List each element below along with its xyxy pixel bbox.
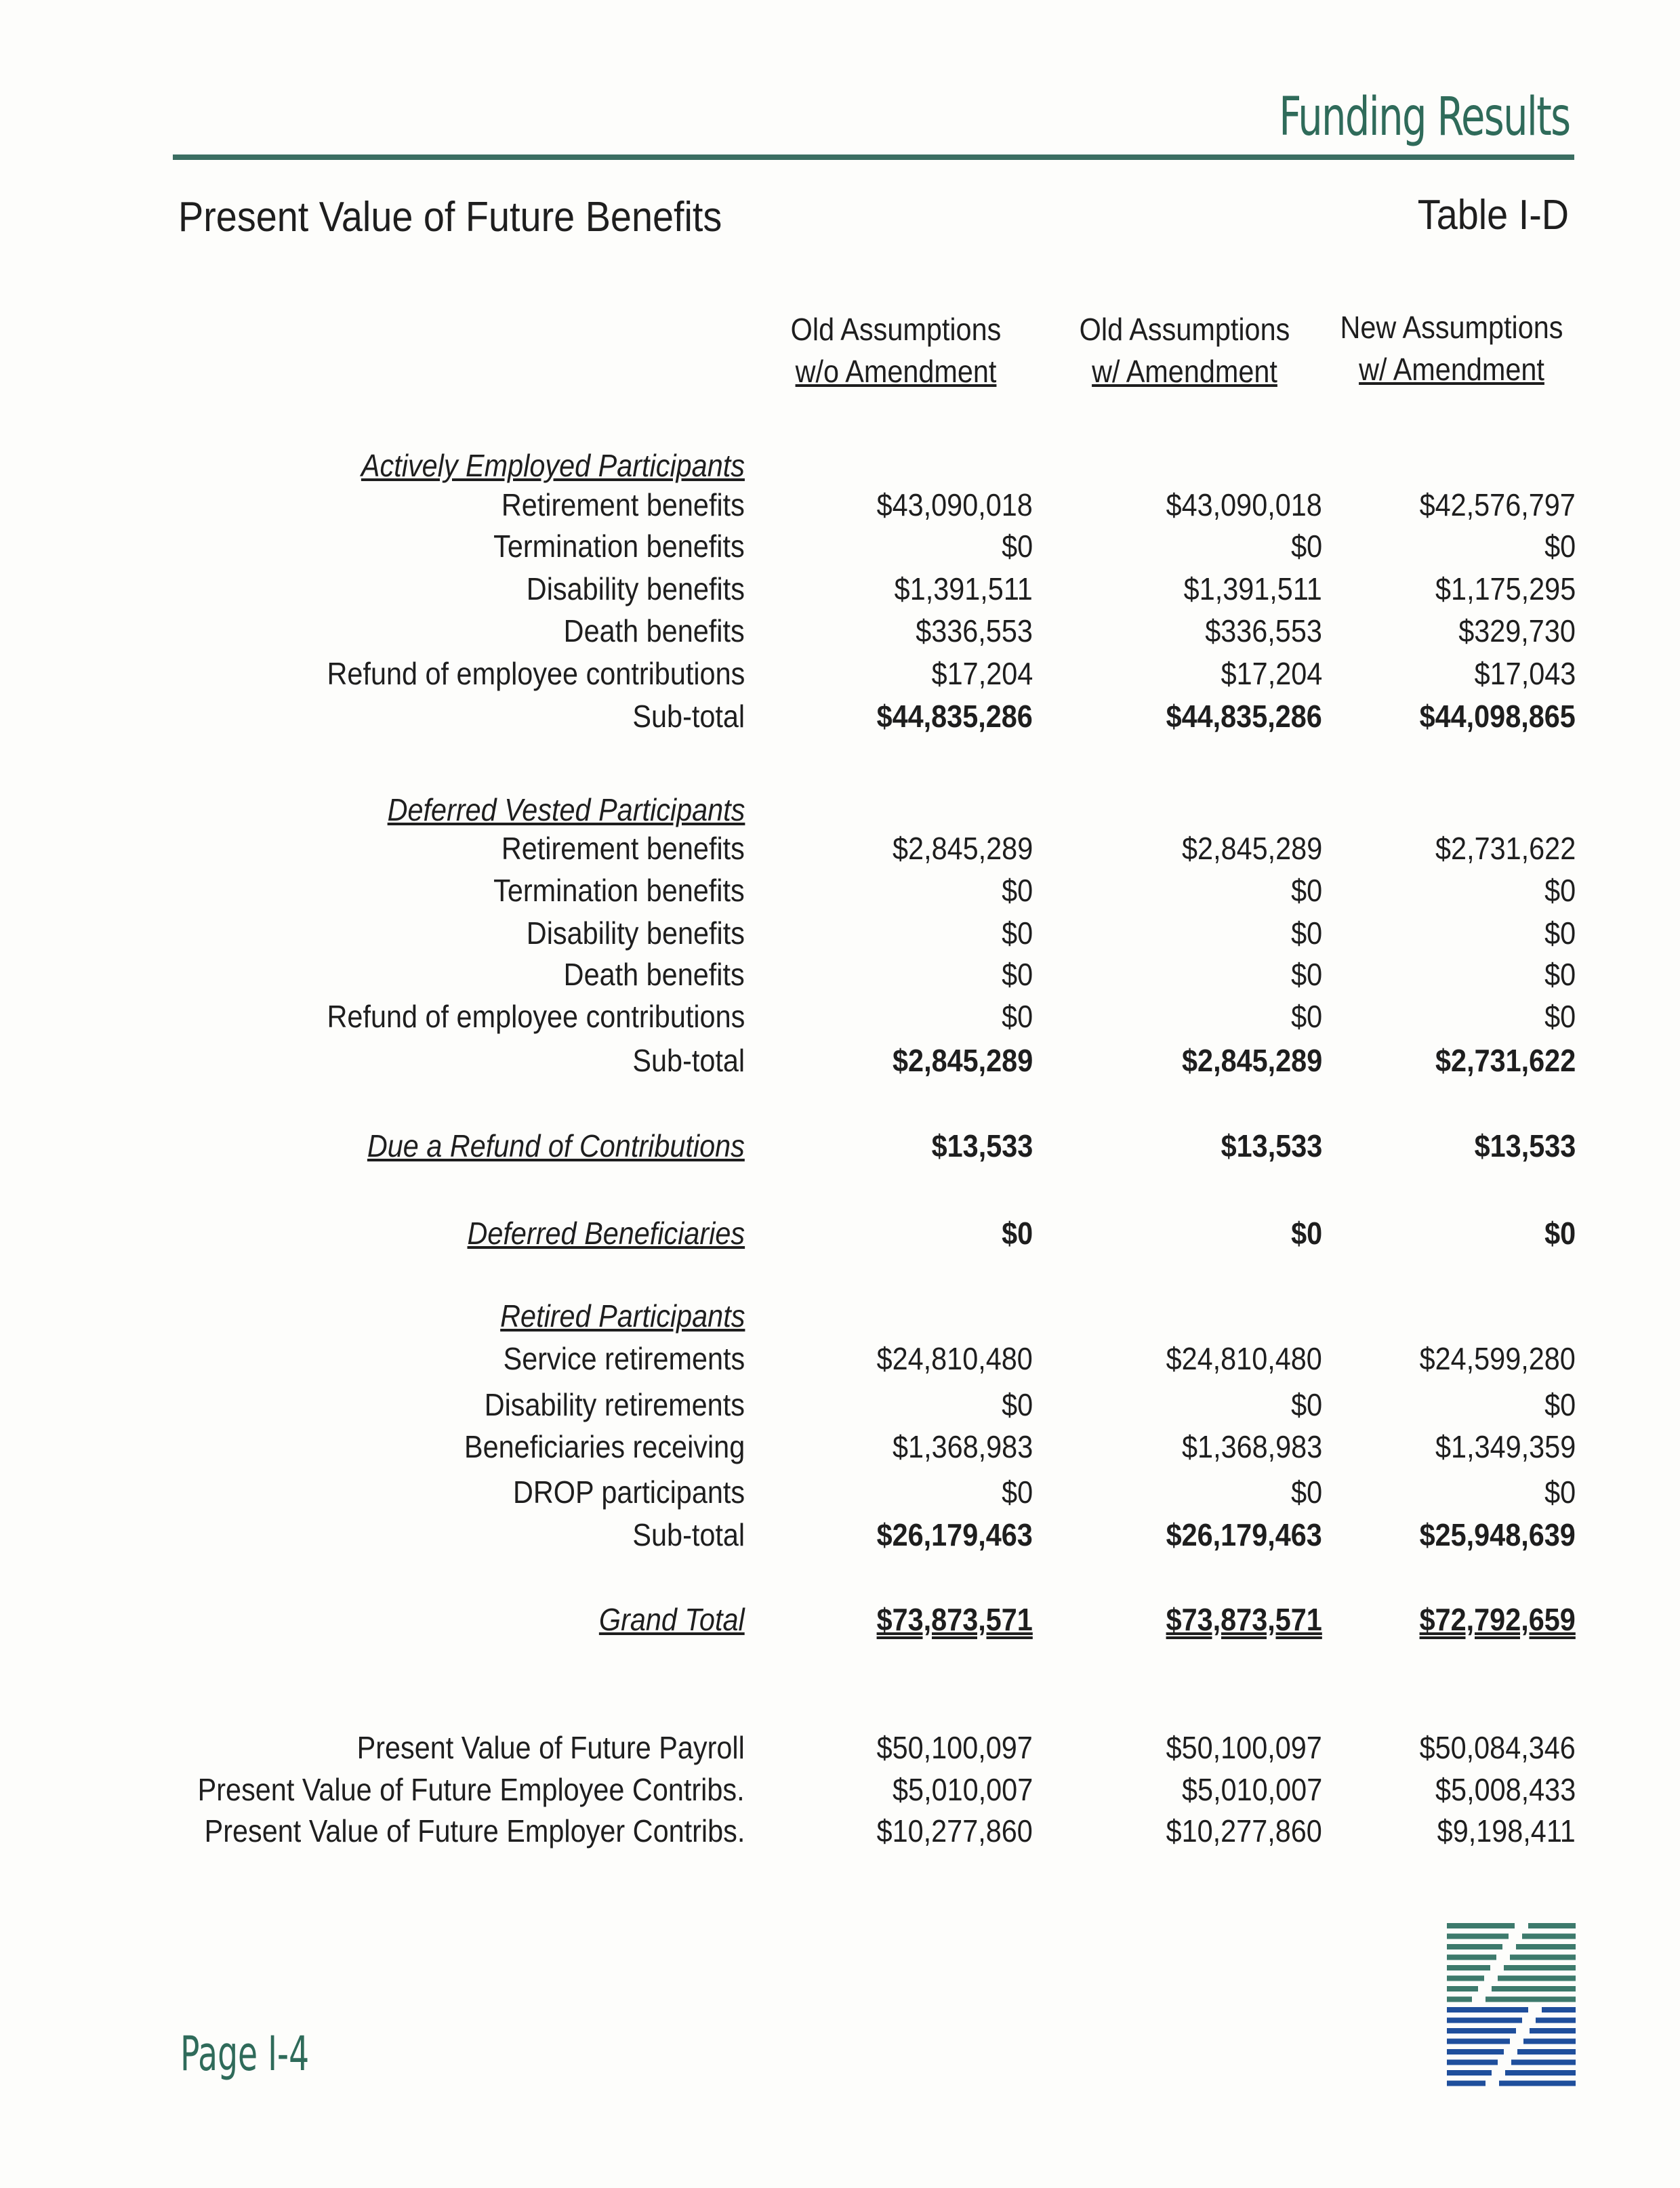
value-cell: $2,731,622 [1435, 831, 1576, 866]
value-cell: $43,090,018 [876, 487, 1033, 522]
column-header-line1: New Assumptions [1340, 310, 1563, 345]
row-label: Death benefits [564, 613, 745, 648]
logo-stripe [1447, 1955, 1496, 1960]
row-label: DROP participants [512, 1474, 745, 1510]
logo-stripe [1447, 2039, 1510, 2044]
logo-stripe [1536, 2018, 1576, 2023]
logo-stripe [1447, 2018, 1522, 2023]
value-cell: $0 [1001, 529, 1033, 564]
value-cell: $2,731,622 [1435, 1043, 1576, 1078]
value-cell: $0 [1001, 1387, 1033, 1422]
logo-stripe [1447, 1944, 1502, 1949]
column-header-old-w [1057, 308, 1313, 392]
logo-stripe [1505, 2070, 1576, 2076]
row-label: Sub-total [632, 1043, 745, 1078]
value-cell: $50,084,346 [1419, 1730, 1576, 1765]
row-label: Deferred Beneficiaries [467, 1216, 745, 1251]
value-cell: $73,873,571 [876, 1602, 1033, 1637]
value-cell: $10,277,860 [876, 1813, 1033, 1849]
value-cell: $26,179,463 [1166, 1517, 1322, 1552]
row-label: Disability benefits [526, 915, 745, 951]
row-label: Deferred Vested Participants [387, 792, 745, 827]
logo-stripe [1492, 1986, 1576, 1991]
value-cell: $0 [1544, 1387, 1576, 1422]
column-header-line2: w/ Amendment [1092, 354, 1277, 389]
value-cell: $50,100,097 [876, 1730, 1033, 1765]
value-cell: $13,533 [931, 1128, 1033, 1163]
logo-stripe [1447, 2081, 1486, 2086]
logo-stripe [1447, 1934, 1509, 1939]
column-header-line2: w/o Amendment [795, 354, 997, 389]
value-cell: $0 [1290, 873, 1322, 908]
value-cell: $0 [1544, 873, 1576, 908]
logo-stripe [1498, 1976, 1576, 1981]
logo-stripe [1517, 2049, 1576, 2055]
logo-stripe [1523, 2039, 1576, 2044]
value-cell: $44,835,286 [1166, 699, 1322, 734]
value-cell: $2,845,289 [1181, 1043, 1322, 1078]
value-cell: $24,599,280 [1419, 1341, 1576, 1376]
logo-stripe [1486, 1997, 1576, 2002]
value-cell: $0 [1544, 999, 1576, 1034]
value-cell: $0 [1290, 1216, 1322, 1251]
value-cell: $0 [1544, 1216, 1576, 1251]
page-title: Present Value of Future Benefits [178, 194, 722, 241]
value-cell: $72,792,659 [1419, 1602, 1576, 1637]
row-label: Disability benefits [526, 571, 745, 606]
value-cell: $0 [1290, 1387, 1322, 1422]
value-cell: $0 [1001, 957, 1033, 992]
value-cell: $9,198,411 [1437, 1813, 1576, 1849]
row-label: Grand Total [599, 1602, 745, 1637]
logo-stripe [1499, 2081, 1576, 2086]
value-cell: $44,098,865 [1419, 699, 1576, 734]
value-cell: $0 [1544, 915, 1576, 951]
value-cell: $13,533 [1474, 1128, 1576, 1163]
row-label: Due a Refund of Contributions [367, 1128, 745, 1163]
value-cell: $2,845,289 [892, 831, 1033, 866]
logo-stripe [1530, 2028, 1576, 2034]
value-cell: $0 [1290, 915, 1322, 951]
logo-stripe [1447, 1986, 1478, 1991]
value-cell: $0 [1544, 529, 1576, 564]
row-label: Refund of employee contributions [327, 656, 745, 691]
value-cell: $73,873,571 [1166, 1602, 1322, 1637]
logo-stripe [1510, 1955, 1576, 1960]
logo-stripe [1447, 2028, 1516, 2034]
logo-stripe [1447, 1976, 1484, 1981]
row-label: Service retirements [503, 1341, 745, 1376]
value-cell: $42,576,797 [1419, 487, 1576, 522]
value-cell: $17,204 [1221, 656, 1322, 691]
value-cell: $50,100,097 [1166, 1730, 1322, 1765]
logo-stripe [1542, 2007, 1576, 2012]
value-cell: $2,845,289 [892, 1043, 1033, 1078]
logo-stripe [1447, 1923, 1515, 1928]
logo-stripe [1447, 2007, 1528, 2012]
row-label: Retired Participants [499, 1298, 745, 1334]
value-cell: $17,204 [931, 656, 1033, 691]
column-header-old-wo [768, 308, 1024, 392]
value-cell: $336,553 [1205, 613, 1322, 648]
value-cell: $1,391,511 [894, 571, 1033, 606]
table-id: Table I-D [1417, 192, 1569, 239]
value-cell: $0 [1290, 529, 1322, 564]
value-cell: $1,368,983 [1181, 1429, 1322, 1464]
logo-stripe [1447, 2060, 1498, 2065]
value-cell: $336,553 [916, 613, 1033, 648]
value-cell: $5,010,007 [892, 1772, 1033, 1807]
column-header-line1: Old Assumptions [790, 312, 1002, 347]
row-label: Retirement benefits [501, 831, 745, 866]
row-label: Retirement benefits [501, 487, 745, 522]
section-title: Funding Results [1279, 87, 1570, 148]
logo-stripe [1447, 1965, 1490, 1970]
row-label: Termination benefits [493, 873, 745, 908]
value-cell: $2,845,289 [1181, 831, 1322, 866]
value-cell: $25,948,639 [1419, 1517, 1576, 1552]
logo-stripe [1447, 1997, 1472, 2002]
row-label: Death benefits [564, 957, 745, 992]
page-number: Page I-4 [180, 2026, 310, 2082]
value-cell: $0 [1290, 957, 1322, 992]
value-cell: $1,391,511 [1183, 571, 1322, 606]
value-cell: $0 [1001, 915, 1033, 951]
row-label: Refund of employee contributions [327, 999, 745, 1034]
logo-stripe [1528, 1923, 1576, 1928]
value-cell: $17,043 [1474, 656, 1576, 691]
logo-stripe [1511, 2060, 1576, 2065]
value-cell: $0 [1001, 873, 1033, 908]
column-header-line1: Old Assumptions [1079, 312, 1290, 347]
value-cell: $1,175,295 [1435, 571, 1576, 606]
stripes-s-logo-icon [1447, 1918, 1576, 2094]
value-cell: $0 [1544, 957, 1576, 992]
logo-stripe [1522, 1934, 1576, 1939]
value-cell: $329,730 [1458, 613, 1576, 648]
row-label: Beneficiaries receiving [464, 1429, 745, 1464]
logo-stripe [1516, 1944, 1576, 1949]
row-label: Sub-total [632, 699, 745, 734]
value-cell: $13,533 [1221, 1128, 1322, 1163]
row-label: Termination benefits [493, 529, 745, 564]
value-cell: $1,349,359 [1435, 1429, 1576, 1464]
value-cell: $5,010,007 [1181, 1772, 1322, 1807]
value-cell: $0 [1001, 1216, 1033, 1251]
header-rule [173, 154, 1574, 160]
row-label: Present Value of Future Employer Contribs. [204, 1813, 745, 1849]
column-header-new-w [1324, 306, 1580, 390]
value-cell: $0 [1001, 1474, 1033, 1510]
value-cell: $5,008,433 [1435, 1772, 1576, 1807]
logo-stripe [1504, 1965, 1576, 1970]
value-cell: $44,835,286 [876, 699, 1033, 734]
row-label: Actively Employed Participants [361, 448, 745, 483]
value-cell: $0 [1290, 1474, 1322, 1510]
value-cell: $10,277,860 [1166, 1813, 1322, 1849]
value-cell: $0 [1001, 999, 1033, 1034]
row-label: Present Value of Future Payroll [356, 1730, 745, 1765]
value-cell: $24,810,480 [876, 1341, 1033, 1376]
logo-stripe [1447, 2049, 1504, 2055]
column-header-line2: w/ Amendment [1359, 352, 1544, 387]
logo-stripe [1447, 2070, 1492, 2076]
value-cell: $0 [1544, 1474, 1576, 1510]
row-label: Present Value of Future Employee Contribs. [198, 1772, 745, 1807]
value-cell: $1,368,983 [892, 1429, 1033, 1464]
value-cell: $43,090,018 [1166, 487, 1322, 522]
value-cell: $24,810,480 [1166, 1341, 1322, 1376]
row-label: Sub-total [632, 1517, 745, 1552]
row-label: Disability retirements [484, 1387, 745, 1422]
value-cell: $0 [1290, 999, 1322, 1034]
value-cell: $26,179,463 [876, 1517, 1033, 1552]
